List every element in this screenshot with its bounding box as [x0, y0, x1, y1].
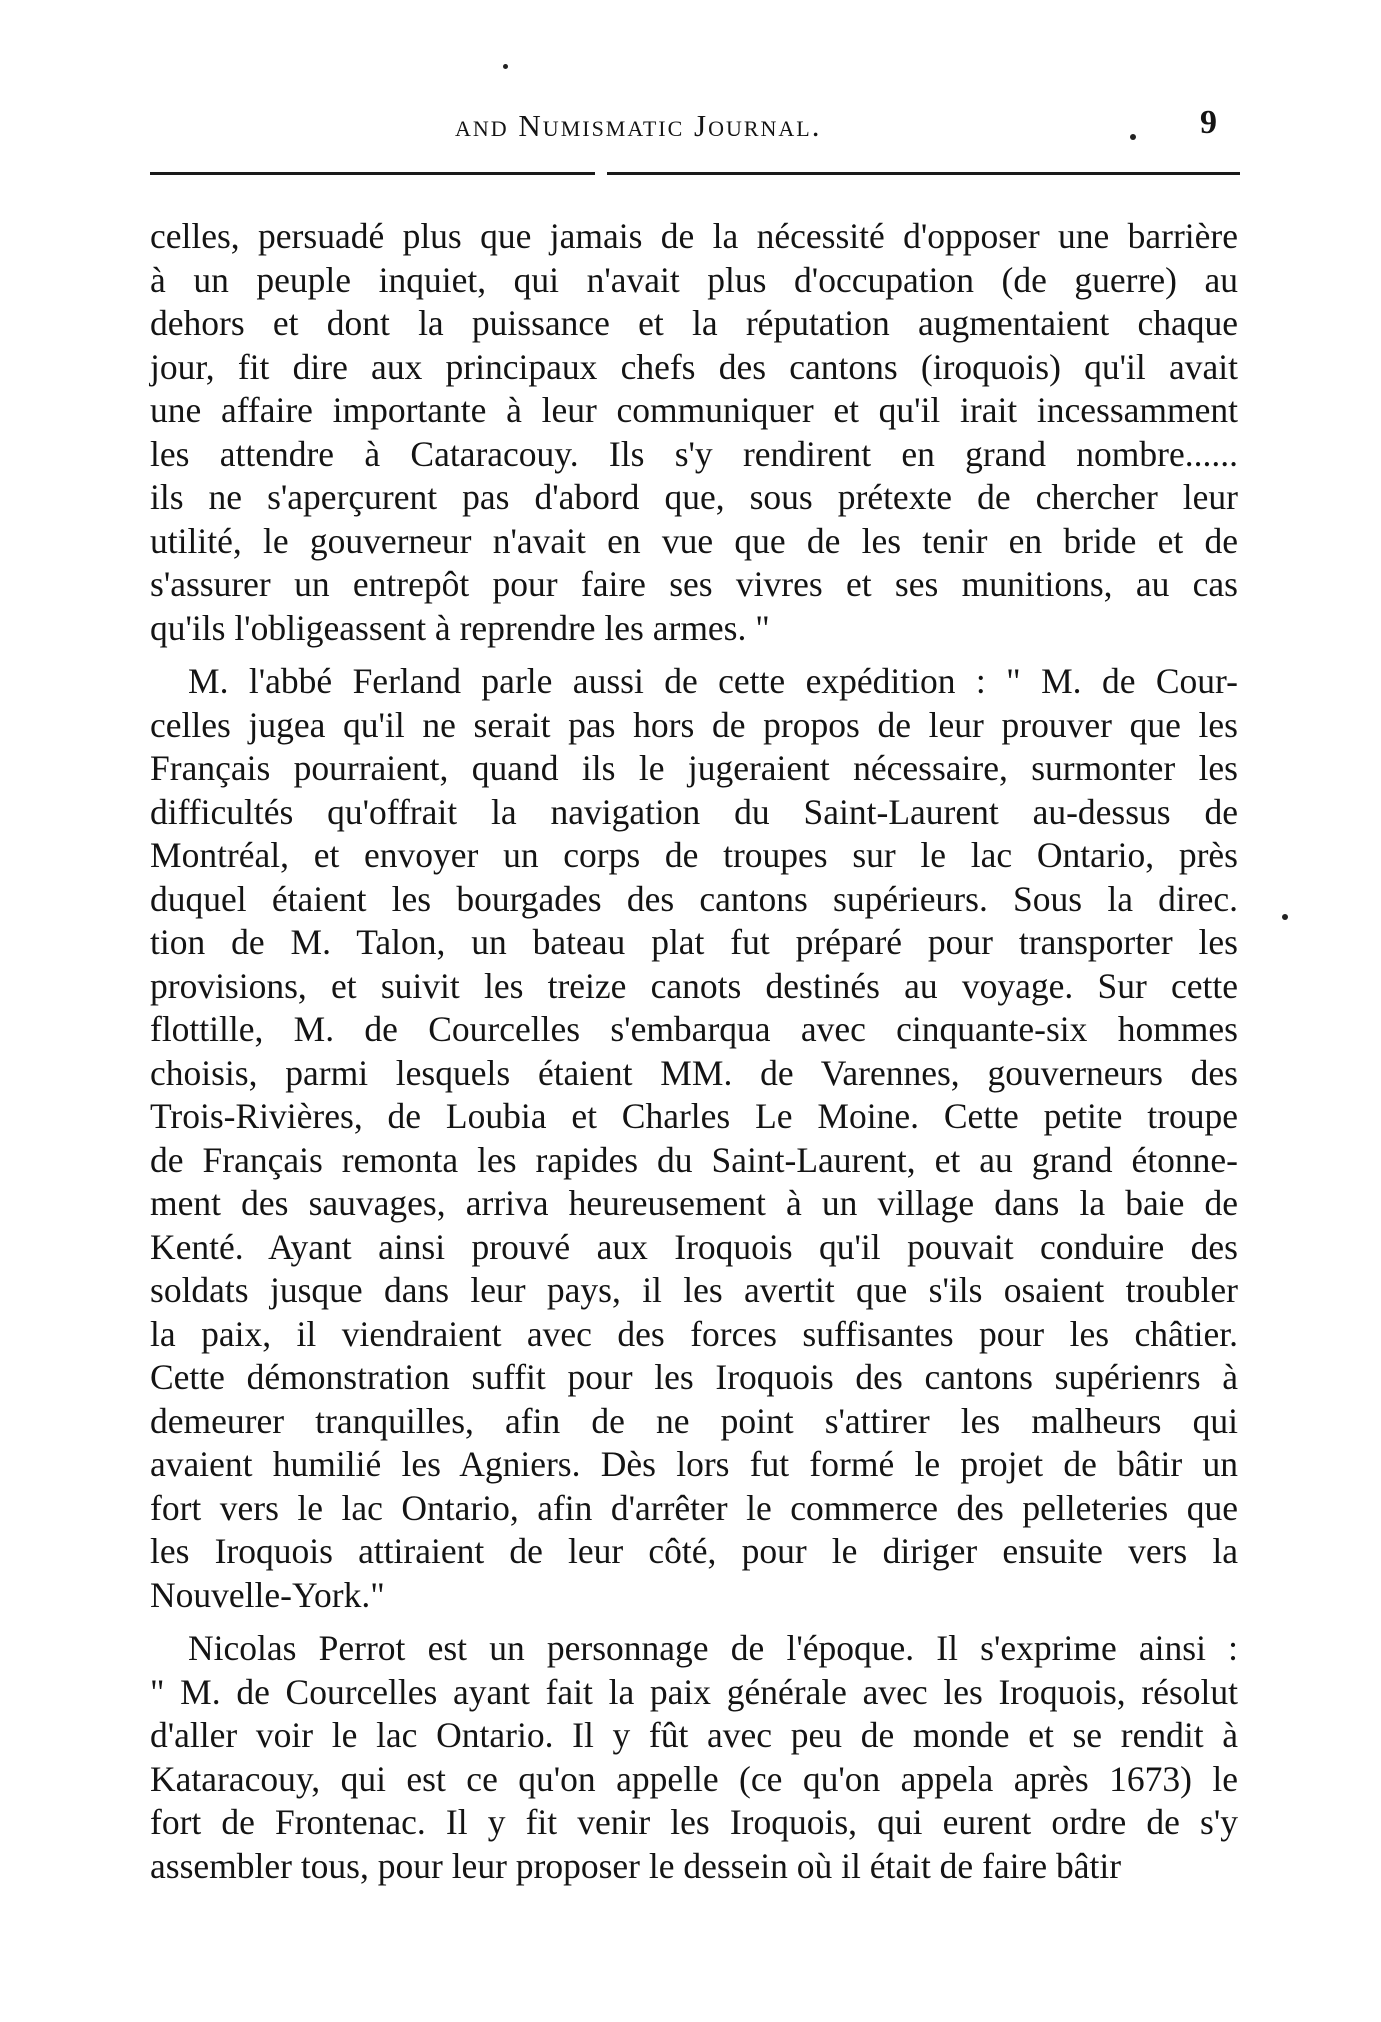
text-line: Cette démonstration suffit pour les Iroquois des cantons supérienrs à: [150, 1357, 1238, 1397]
text-line: fort vers le lac Ontario, afin d'arrêter le commerce des pelleteries que: [150, 1487, 1238, 1528]
text-line: jour, fit dire aux principaux chefs des cantons (iroquois) qu'il avait: [150, 346, 1238, 387]
text-line: qu'ils l'obligeassent à reprendre les armes. ": [150, 607, 770, 648]
text-line: les attendre à Cataracouy. Ils s'y rendirent en grand nombre......: [150, 433, 1238, 474]
page-number: 9: [1200, 104, 1217, 141]
text-line: s'assurer un entrepôt pour faire ses vivres et ses munitions, au cas: [150, 564, 1238, 604]
text-line: la paix, il viendraient avec des forces suffisantes pour les châtier.: [150, 1313, 1238, 1354]
text-line: assembler tous, pour leur proposer le dessein où il était de faire bâtir: [150, 1845, 1122, 1886]
text-line: une affaire importante à leur communiquer et qu'il irait incessamment: [150, 390, 1238, 430]
text-line: soldats jusque dans leur pays, il les avertit que s'ils osaient troubler: [150, 1270, 1238, 1310]
paragraph: [150, 660, 1238, 1617]
body-text: [150, 215, 1238, 1888]
print-speck: [503, 64, 508, 69]
header-rule: [150, 172, 1240, 175]
rule-gap: [595, 172, 607, 175]
paragraph: [150, 215, 1238, 650]
text-line: à un peuple inquiet, qui n'avait plus d'occupation (de guerre) au: [150, 259, 1238, 300]
text-line: Nicolas Perrot est un personnage de l'époque. Il s'exprime ainsi :: [188, 1628, 1238, 1668]
text-line: Kenté. Ayant ainsi prouvé aux Iroquois qu'il pouvait conduire des: [150, 1226, 1238, 1267]
text-line: M. l'abbé Ferland parle aussi de cette expédition : " M. de Cour-: [188, 661, 1238, 701]
text-line: les Iroquois attiraient de leur côté, pour le diriger ensuite vers la: [150, 1531, 1238, 1571]
text-line: celles jugea qu'il ne serait pas hors de propos de leur prouver que les: [150, 704, 1238, 745]
text-line: ment des sauvages, arriva heureusement à un village dans la baie de: [150, 1183, 1238, 1223]
text-line: d'aller voir le lac Ontario. Il y fût avec peu de monde et se rendit à: [150, 1715, 1238, 1755]
running-head: and Numismatic Journal.: [455, 108, 822, 143]
paragraph-gap: [150, 1617, 1238, 1627]
text-line: choisis, parmi lesquels étaient MM. de Varennes, gouverneurs des: [150, 1052, 1238, 1093]
text-line: fort de Frontenac. Il y fit venir les Iroquois, qui eurent ordre de s'y: [150, 1802, 1238, 1842]
page-header: [150, 100, 1240, 150]
text-line: Montréal, et envoyer un corps de troupes sur le lac Ontario, près: [150, 835, 1238, 875]
paragraph-gap: [150, 650, 1238, 660]
text-line: de Français remonta les rapides du Saint-Laurent, et au grand étonne-: [150, 1139, 1238, 1180]
text-line: Kataracouy, qui est ce qu'on appelle (ce qu'on appela après 1673) le: [150, 1758, 1238, 1799]
text-line: duquel étaient les bourgades des cantons supérieurs. Sous la direc.: [150, 878, 1238, 919]
text-line: flottille, M. de Courcelles s'embarqua avec cinquante-six hommes: [150, 1009, 1238, 1049]
print-speck: [1130, 134, 1136, 140]
text-line: Français pourraient, quand ils le jugeraient nécessaire, surmonter les: [150, 748, 1238, 788]
text-line: provisions, et suivit les treize canots destinés au voyage. Sur cette: [150, 965, 1238, 1006]
text-line: celles, persuadé plus que jamais de la nécessité d'opposer une barrière: [150, 216, 1238, 256]
text-line: demeurer tranquilles, afin de ne point s'attirer les malheurs qui: [150, 1400, 1238, 1441]
text-line: utilité, le gouverneur n'avait en vue que de les tenir en bride et de: [150, 520, 1238, 561]
text-line: Trois-Rivières, de Loubia et Charles Le Moine. Cette petite troupe: [150, 1096, 1238, 1136]
text-line: difficultés qu'offrait la navigation du Saint-Laurent au-dessus de: [150, 791, 1238, 832]
text-line: Nouvelle-York.": [150, 1574, 385, 1615]
text-line: " M. de Courcelles ayant fait la paix générale avec les Iroquois, résolut: [150, 1671, 1238, 1712]
text-line: ils ne s'aperçurent pas d'abord que, sous prétexte de chercher leur: [150, 477, 1238, 517]
text-line: avaient humilié les Agniers. Dès lors fut formé le projet de bâtir un: [150, 1444, 1238, 1484]
text-line: tion de M. Talon, un bateau plat fut préparé pour transporter les: [150, 922, 1238, 962]
print-speck: [1282, 914, 1288, 920]
paragraph: [150, 1627, 1238, 1888]
text-line: dehors et dont la puissance et la réputation augmentaient chaque: [150, 303, 1238, 343]
